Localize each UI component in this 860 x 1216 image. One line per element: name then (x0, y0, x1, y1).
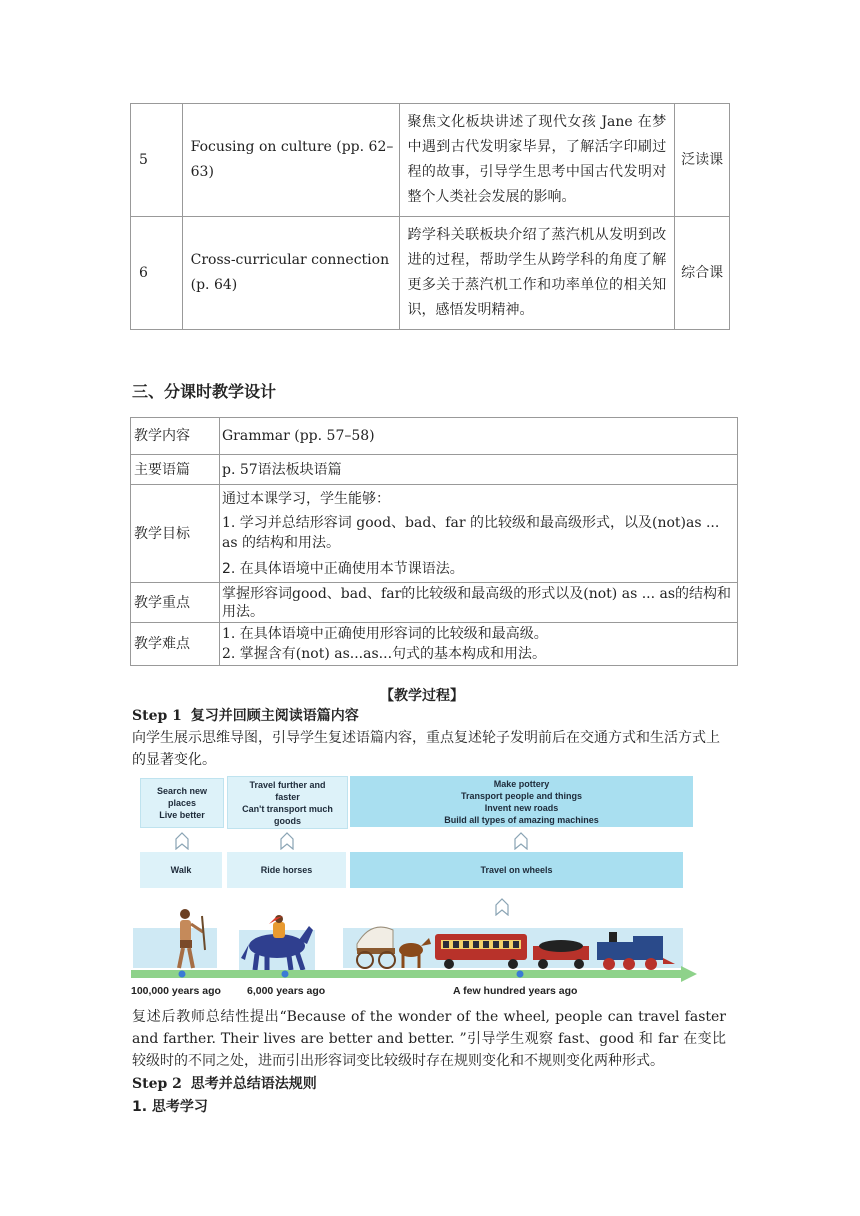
lesson-description: 跨学科关联板块介绍了蒸汽机从发明到改进的过程，帮助学生从跨学科的角度了解更多关于蒸汽机工作和功率单位的相关知识，感悟发明精神。 (399, 217, 675, 330)
box-line: goods (274, 815, 301, 826)
lesson-title-line: Cross-curricular connection (190, 252, 390, 268)
up-arrow-icon (514, 832, 528, 850)
box-line: Travel further and (249, 779, 326, 790)
box-line: Can't transport much (242, 803, 333, 814)
lesson-type: 综合课 (675, 217, 730, 330)
up-arrow-icon (495, 898, 509, 916)
row-label: 教学重点 (131, 583, 220, 623)
subheading: 1. 思考学习 (132, 1099, 208, 1115)
table-row (131, 583, 738, 623)
section-heading: 三、分课时教学设计 (132, 382, 277, 401)
row-value: 掌握形容词good、bad、far的比较级和最高级的形式以及(not) as ... as的结构和用法。 (220, 583, 738, 623)
difficulty-item: 2. 掌握含有(not) as...as...句式的基本构成和用法。 (222, 646, 547, 662)
up-arrow-icon (175, 832, 189, 850)
box-line: Build all types of amazing machines (444, 814, 599, 825)
walking-man-icon (169, 906, 209, 970)
row-label: 教学内容 (131, 418, 220, 455)
row-label: 教学难点 (131, 623, 220, 666)
step-title: 复习并回顾主阅读语篇内容 (190, 708, 359, 724)
box-line: Live better (159, 810, 205, 820)
train-icon (433, 928, 687, 970)
lesson-design-table (130, 417, 738, 666)
horse-rider-icon (237, 914, 317, 970)
wheel-mind-map (131, 774, 698, 1002)
lesson-table (130, 103, 730, 330)
step2-heading (132, 1073, 317, 1095)
up-arrow-icon (280, 832, 294, 850)
box-line: places (167, 798, 197, 808)
timeline-label: 100,000 years ago (131, 985, 221, 997)
timeline-label: A few hundred years ago (453, 985, 578, 997)
table-row (131, 217, 730, 330)
benefit-box-walk (140, 778, 224, 828)
lesson-number: 6 (131, 217, 183, 330)
goal-item: 2. 在具体语境中正确使用本节课语法。 (222, 560, 464, 577)
row-label: 教学目标 (131, 485, 220, 583)
table-row (131, 455, 738, 485)
table-row (131, 485, 738, 583)
row-value (220, 485, 738, 583)
table-row (131, 104, 730, 217)
lesson-title: Focusing on culture (pp. 62–63) (182, 104, 399, 217)
box-line: Invent new roads (484, 802, 559, 813)
benefit-box-horses (227, 776, 348, 829)
box-line: Walk (170, 865, 192, 875)
step-number: Step 2 (132, 1076, 182, 1092)
row-value: Grammar (pp. 57–58) (220, 418, 738, 455)
box-line: faster (275, 791, 300, 802)
wagon-icon (353, 920, 433, 970)
row-value: p. 57语法板块语篇 (220, 455, 738, 485)
difficulty-item: 1. 在具体语境中正确使用形容词的比较级和最高级。 (222, 626, 548, 642)
lesson-title-line: (p. 64) (190, 277, 238, 293)
benefit-box-wheels (350, 776, 693, 827)
timeline-arrow (131, 966, 698, 982)
step1-heading (132, 705, 359, 727)
row-label: 主要语篇 (131, 455, 220, 485)
box-line: Search new (156, 786, 208, 796)
process-heading: 【教学过程】 (380, 688, 464, 704)
box-line: Transport people and things (460, 790, 582, 801)
lesson-type: 泛读课 (675, 104, 730, 217)
lesson-number: 5 (131, 104, 183, 217)
step1-intro: 向学生展示思维导图，引导学生复述语篇内容，重点复述轮子发明前后在交通方式和生活方式上的显著变化。 (132, 730, 720, 768)
step-title: 思考并总结语法规则 (190, 1076, 317, 1092)
mode-box-wheels (350, 852, 683, 888)
table-row (131, 418, 738, 455)
box-line: Make pottery (493, 778, 550, 789)
goal-item: 1. 学习并总结形容词 good、bad、far 的比较级和最高级形式，以及(not)as ... as 的结构和用法。 (222, 514, 720, 551)
lesson-description: 聚焦文化板块讲述了现代女孩 Jane 在梦中遇到古代发明家毕昇，了解活字印刷过程的故事，引导学生思考中国古代发明对整个人类社会发展的影响。 (399, 104, 675, 217)
row-value (220, 623, 738, 666)
box-line: Travel on wheels (480, 865, 553, 875)
lesson-title (182, 217, 399, 330)
step1-summary: 复述后教师总结性提出“Because of the wonder of the wheel, people can travel faster and farther. Their lives are better and better. ”引导学生观察 fast、good 和 far 在变比较级时的不同之处，进而引出形容词变比较级时存在规则变化和不规则变化两种形式。 (132, 1009, 726, 1069)
box-line: Ride horses (260, 865, 313, 875)
mode-box-walk (140, 852, 222, 888)
mode-box-horses (227, 852, 346, 888)
step-number: Step 1 (132, 708, 182, 724)
timeline-label: 6,000 years ago (247, 985, 326, 997)
goals-intro: 通过本课学习，学生能够： (222, 490, 390, 507)
table-row (131, 623, 738, 666)
